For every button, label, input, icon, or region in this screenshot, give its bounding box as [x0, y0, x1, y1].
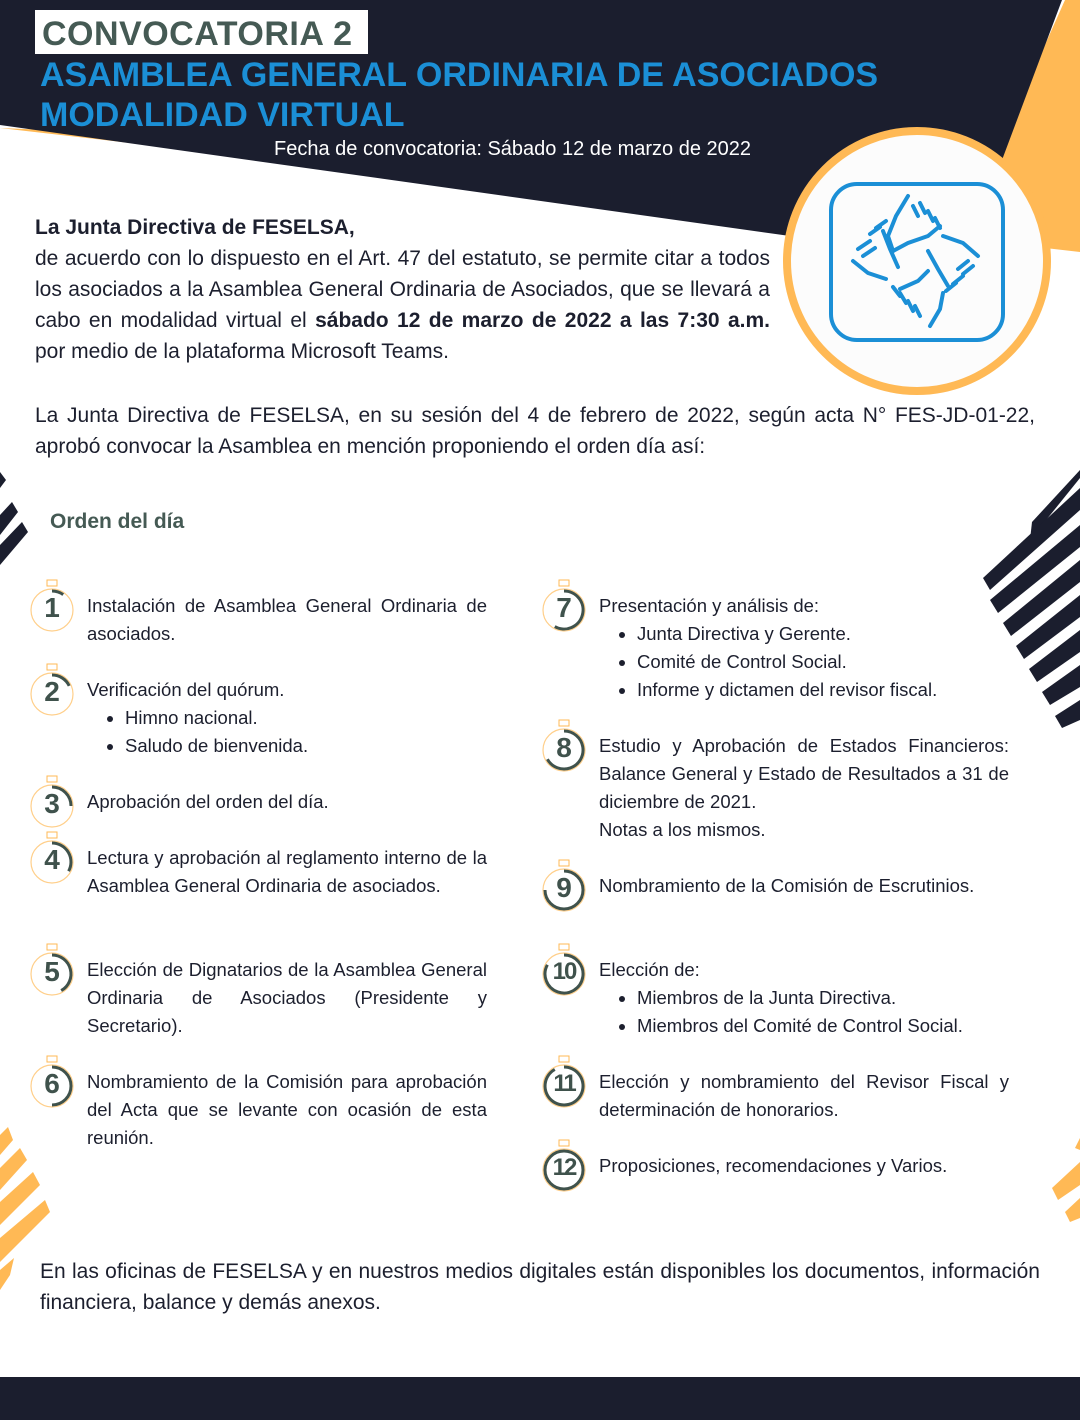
- agenda-item: [599, 592, 1009, 704]
- stopwatch-number-icon: [30, 942, 74, 994]
- stopwatch-number-icon: [542, 858, 586, 910]
- agenda-item-text: Estudio y Aprobación de Estados Financieros: Balance General y Estado de Resultados a 31 de diciembre de 2021.: [599, 735, 1009, 812]
- agenda-subitem: • Saludo de bienvenida.: [125, 732, 487, 760]
- intro-date-time: sábado 12 de marzo de 2022 a las 7:30 a.m.: [315, 309, 770, 332]
- agenda-item-extra: Notas a los mismos.: [599, 819, 766, 840]
- right-orange-stripes: [1052, 1138, 1080, 1222]
- item-number: 9: [556, 872, 572, 903]
- agenda-item-text: Instalación de Asamblea General Ordinaria de asociados.: [87, 595, 487, 644]
- agenda-subitem: • Miembros del Comité de Control Social.: [637, 1012, 1009, 1040]
- item-number: 11: [553, 1070, 575, 1097]
- agenda-item: [87, 788, 487, 816]
- item-number: 2: [44, 676, 60, 707]
- main-title-line1: ASAMBLEA GENERAL ORDINARIA DE ASOCIADOS: [40, 56, 879, 94]
- footer-note: En las oficinas de FESELSA y en nuestros medios digitales están disponibles los documentos, información financiera, balance y demás anexos.: [40, 1260, 1040, 1314]
- agenda-item: [599, 732, 1009, 844]
- stopwatch-number-icon: [542, 718, 586, 770]
- agenda-item-text: Elección y nombramiento del Revisor Fiscal y determinación de honorarios.: [599, 1071, 1009, 1120]
- stopwatch-number-icon: [30, 662, 74, 714]
- agenda-item-text: Nombramiento de la Comisión de Escrutinios.: [599, 875, 975, 896]
- main-title-line2: MODALIDAD VIRTUAL: [40, 96, 405, 134]
- agenda-subitem: • Informe y dictamen del revisor fiscal.: [637, 676, 1009, 704]
- agenda-item-text: Presentación y análisis de:: [599, 595, 820, 616]
- intro-text-end: por medio de la plataforma Microsoft Teams.: [35, 340, 449, 363]
- stopwatch-number-icon: [30, 1054, 74, 1106]
- agenda-item: [599, 872, 1009, 900]
- agenda-subitem: • Miembros de la Junta Directiva.: [637, 984, 1009, 1012]
- agenda-item: [87, 844, 487, 900]
- agenda-item-text: Elección de Dignatarios de la Asamblea General Ordinaria de Asociados (Presidente y Secretario).: [87, 959, 487, 1036]
- agenda-item-text: Verificación del quórum.: [87, 679, 285, 700]
- item-number: 5: [44, 956, 60, 987]
- agenda-subitem: • Junta Directiva y Gerente.: [637, 620, 1009, 648]
- agenda-item-text: Nombramiento de la Comisión para aprobación del Acta que se levante con ocasión de esta reunión.: [87, 1071, 487, 1148]
- agenda-item: [599, 1068, 1009, 1124]
- intro-text: de acuerdo con lo dispuesto en el Art. 47 del estatuto, se permite citar a todos los asociados a la Asamblea General Ordinaria de Asociados, que se llevará a cabo en modalidad virtual el: [35, 247, 770, 332]
- stopwatch-number-icon: [542, 1138, 586, 1190]
- left-navy-stripes: [0, 472, 28, 565]
- agenda-subitem: • Comité de Control Social.: [637, 648, 1009, 676]
- agenda-item-text: Elección de:: [599, 959, 700, 980]
- item-number: 7: [556, 592, 572, 623]
- intro-paragraph: [35, 212, 770, 367]
- stopwatch-number-icon: [30, 774, 74, 826]
- agenda-item: [87, 676, 487, 760]
- stopwatch-number-icon: [542, 942, 586, 994]
- agenda-item-text: Proposiciones, recomendaciones y Varios.: [599, 1155, 948, 1176]
- agenda-item-text: Lectura y aprobación al reglamento interno de la Asamblea General Ordinaria de asociados.: [87, 847, 487, 896]
- agenda-item: [87, 956, 487, 1040]
- agenda-item: [599, 956, 1009, 1040]
- stopwatch-number-icon: [30, 830, 74, 882]
- agenda-sublist: [599, 620, 1009, 704]
- convocatoria-label: CONVOCATORIA 2: [42, 15, 353, 53]
- item-number: 4: [44, 844, 60, 875]
- item-number: 6: [44, 1068, 60, 1099]
- session-paragraph: La Junta Directiva de FESELSA, en su sesión del 4 de febrero de 2022, según acta N° FES-JD-01-22, aprobó convocar la Asamblea en mención proponiendo el orden día así:: [35, 404, 1035, 458]
- intro-body: [35, 243, 770, 367]
- item-number: 12: [552, 1154, 576, 1181]
- agenda-sublist: [599, 984, 1009, 1040]
- stopwatch-number-icon: [30, 578, 74, 630]
- item-number: 8: [556, 732, 572, 763]
- joined-hands-icon: [828, 181, 1006, 343]
- item-number: 10: [552, 958, 576, 985]
- item-number: 3: [44, 788, 60, 819]
- agenda-subitem: • Himno nacional.: [125, 704, 487, 732]
- item-number: 1: [44, 592, 60, 623]
- agenda-item-text: Aprobación del orden del día.: [87, 791, 329, 812]
- stopwatch-number-icon: [542, 578, 586, 630]
- intro-heading: La Junta Directiva de FESELSA,: [35, 216, 355, 239]
- stopwatch-number-icon: [542, 1054, 586, 1106]
- convocatoria-date: Fecha de convocatoria: Sábado 12 de marzo de 2022: [274, 138, 751, 160]
- agenda-item: [87, 592, 487, 648]
- agenda-item: [87, 1068, 487, 1152]
- agenda-item: [599, 1152, 1009, 1180]
- agenda-title: Orden del día: [50, 510, 185, 533]
- bottom-bar: [0, 1377, 1080, 1420]
- agenda-sublist: [87, 704, 487, 760]
